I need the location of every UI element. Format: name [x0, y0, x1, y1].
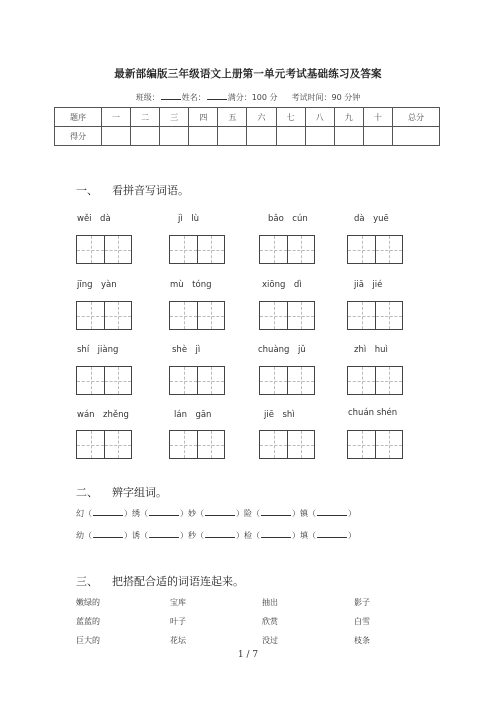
answer-blank[interactable]: [93, 507, 123, 516]
writing-grid[interactable]: [76, 366, 132, 395]
score-cell: 九: [334, 108, 363, 127]
score-input-cell[interactable]: [393, 127, 440, 146]
score-cell: 得分: [55, 127, 102, 146]
writing-grid[interactable]: [169, 430, 225, 459]
score-input-cell[interactable]: [131, 127, 160, 146]
section-title: 把搭配合适的词语连起来。: [112, 575, 244, 588]
score-cell: 一: [102, 108, 131, 127]
class-label: 班级：: [135, 93, 160, 102]
page-number: 1 / 7: [237, 650, 259, 660]
exam-time: 考试时间：90 分钟: [291, 93, 361, 102]
match-word[interactable]: 花坛: [170, 636, 186, 645]
score-cell: 七: [276, 108, 305, 127]
pinyin-label: jiē shì: [264, 410, 295, 420]
section-title: 看拼音写词语。: [112, 184, 189, 197]
match-word[interactable]: 蓝蓝的: [76, 617, 100, 626]
section-2-heading: [76, 484, 167, 500]
pinyin-label: wán zhěng: [77, 410, 129, 420]
answer-blank[interactable]: [205, 507, 235, 516]
score-cell: 六: [247, 108, 276, 127]
pinyin-label: jīng yàn: [77, 280, 117, 290]
answer-blank[interactable]: [149, 529, 179, 538]
writing-grid[interactable]: [347, 366, 403, 395]
match-word[interactable]: 没过: [262, 636, 278, 645]
match-word[interactable]: 枝条: [354, 636, 370, 645]
writing-grid[interactable]: [76, 235, 132, 264]
match-word[interactable]: 白雪: [354, 617, 370, 626]
writing-grid[interactable]: [169, 235, 225, 264]
answer-blank[interactable]: [317, 507, 347, 516]
pinyin-label: lán gān: [174, 410, 212, 420]
match-word[interactable]: 影子: [354, 598, 370, 607]
pinyin-label: shí jiàng: [77, 345, 119, 355]
writing-grid[interactable]: [76, 301, 132, 330]
writing-grid[interactable]: [259, 430, 315, 459]
section-1-heading: [76, 182, 189, 198]
writing-grid[interactable]: [347, 301, 403, 330]
section-number: 二、: [76, 486, 98, 499]
score-input-cell[interactable]: [305, 127, 334, 146]
match-word[interactable]: 欣赏: [262, 617, 278, 626]
answer-blank[interactable]: [205, 529, 235, 538]
writing-grid[interactable]: [259, 366, 315, 395]
match-word[interactable]: 抽出: [262, 598, 278, 607]
writing-grid[interactable]: [347, 235, 403, 264]
word-formation-row: 幼（ ）诱（ ）秒（ ）检（ ）填（ ）: [76, 531, 356, 540]
match-word[interactable]: 巨大的: [76, 636, 100, 645]
score-input-cell[interactable]: [218, 127, 247, 146]
score-input-cell[interactable]: [334, 127, 363, 146]
pinyin-label: bǎo cún: [268, 214, 308, 224]
answer-blank[interactable]: [317, 529, 347, 538]
score-input-cell[interactable]: [189, 127, 218, 146]
match-word[interactable]: 宝库: [170, 598, 186, 607]
score-cell: 四: [189, 108, 218, 127]
answer-blank[interactable]: [261, 529, 291, 538]
name-label: 姓名：: [181, 93, 206, 102]
writing-grid[interactable]: [347, 430, 403, 459]
answer-blank[interactable]: [149, 507, 179, 516]
score-input-cell[interactable]: [160, 127, 189, 146]
pinyin-label: xiōng dì: [262, 280, 302, 290]
pinyin-label: chuàng jǔ: [258, 345, 306, 355]
exam-info-line: [0, 91, 496, 103]
pinyin-label: jiā jié: [354, 280, 383, 290]
full-score: 满分：100 分: [227, 93, 278, 102]
score-input-cell[interactable]: [102, 127, 131, 146]
score-cell: 五: [218, 108, 247, 127]
word-formation-row: 幻（ ）绣（ ）妙（ ）险（ ）镇（ ）: [76, 509, 356, 518]
pinyin-label: dà yuē: [354, 214, 389, 224]
name-blank: [207, 91, 227, 100]
score-cell: 二: [131, 108, 160, 127]
pinyin-label: mù tóng: [170, 280, 212, 290]
section-title: 辨字组词。: [112, 486, 167, 499]
pinyin-label: shè jì: [172, 345, 201, 355]
score-table: [54, 107, 440, 146]
score-cell: 八: [305, 108, 334, 127]
pinyin-label: wěi dà: [77, 214, 111, 224]
writing-grid[interactable]: [76, 430, 132, 459]
match-word[interactable]: 叶子: [170, 617, 186, 626]
writing-grid[interactable]: [259, 235, 315, 264]
section-number: 一、: [76, 184, 98, 197]
section-3-heading: [76, 573, 244, 589]
score-cell: 十: [363, 108, 392, 127]
score-table-score-row: [55, 127, 440, 146]
score-table-header-row: [55, 108, 440, 127]
writing-grid[interactable]: [259, 301, 315, 330]
writing-grid[interactable]: [169, 366, 225, 395]
score-input-cell[interactable]: [363, 127, 392, 146]
answer-blank[interactable]: [93, 529, 123, 538]
class-blank: [161, 91, 181, 100]
pinyin-label: jì lù: [178, 214, 199, 224]
match-word[interactable]: 嫩绿的: [76, 598, 100, 607]
answer-blank[interactable]: [261, 507, 291, 516]
score-cell: 总分: [393, 108, 440, 127]
writing-grid[interactable]: [169, 301, 225, 330]
score-input-cell[interactable]: [247, 127, 276, 146]
score-cell: 题序: [55, 108, 102, 127]
pinyin-label: zhì huì: [354, 345, 388, 355]
pinyin-label: chuán shén: [348, 408, 398, 418]
score-cell: 三: [160, 108, 189, 127]
score-input-cell[interactable]: [276, 127, 305, 146]
section-number: 三、: [76, 575, 98, 588]
document-title: 最新部编版三年级语文上册第一单元考试基础练习及答案: [114, 68, 382, 80]
